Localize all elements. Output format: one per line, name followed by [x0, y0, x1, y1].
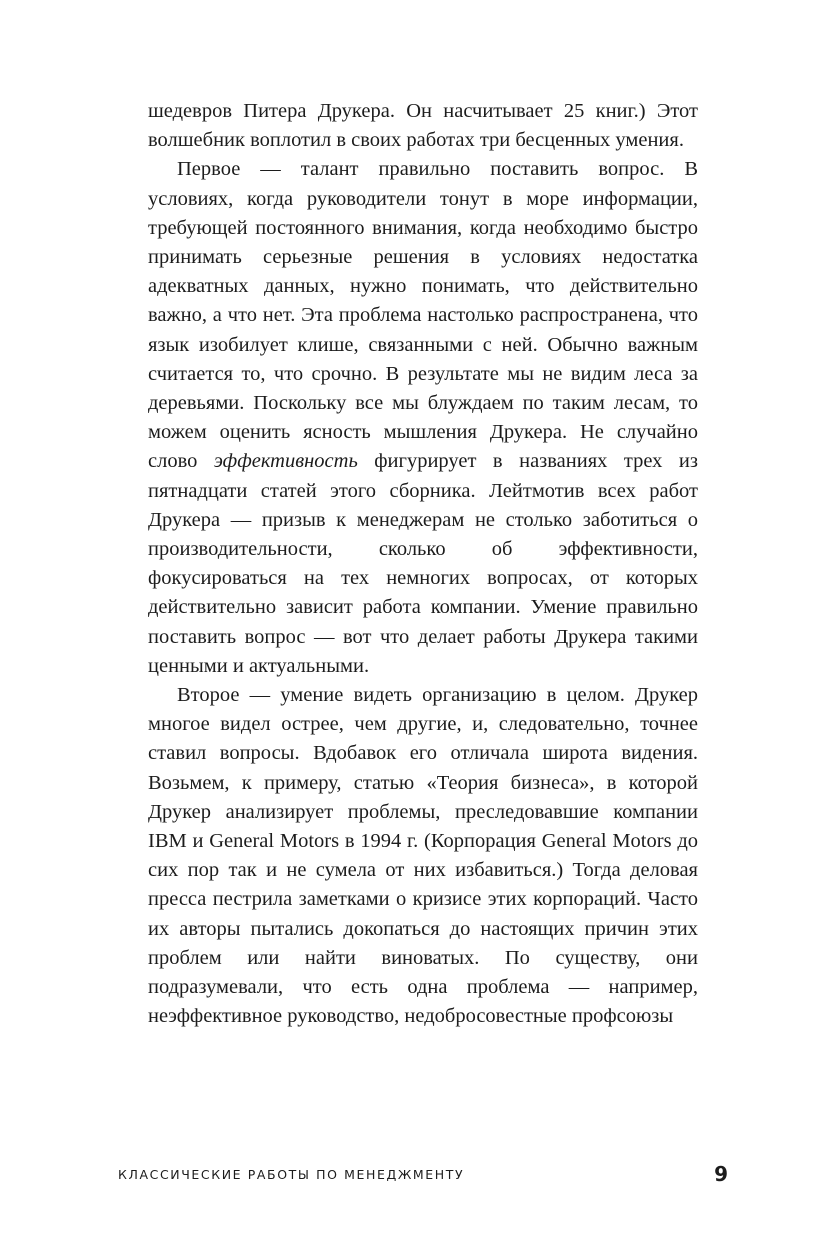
- emphasized-term: эффективность: [213, 450, 358, 473]
- page-number: 9: [714, 1162, 728, 1186]
- paragraph-continued: шедевров Питера Друкера. Он насчитывает 25 книг.) Этот волшебник воплотил в своих работах три бесценных умения.: [148, 100, 698, 152]
- paragraph-first-skill-end: фигурирует в названиях трех из пятнадцати статей этого сборника. Лейтмотив всех работ Друкера — призыв к менеджерам не столько заботиться о производительности, сколько об эффективности, фокусироваться на тех немногих вопросах, от которых действительно зависит работа компании. Умение правильно поставить вопрос — вот что делает работы Друкера такими ценными и актуальными.: [148, 450, 698, 677]
- paragraph-second-skill: Второе — умение видеть организацию в целом. Друкер многое видел острее, чем другие, и, следовательно, точнее ставил вопросы. Вдобавок его отличала широта видения. Возьмем, к примеру, статью «Теория бизнеса», в которой Друкер анализирует проблемы, преследовавшие компании IBM и General Motors в 1994 г. (Корпорация General Motors до сих пор так и не сумела от них избавиться.) Тогда деловая пресса пестрила заметками о кризисе этих корпораций. Часто их авторы пытались докопаться до настоящих причин этих проблем или найти виноватых. По существу, они подразумевали, что есть одна проблема — например, неэффективное руководство, недобросовестные профсоюзы: [148, 684, 698, 1028]
- page-footer: [118, 1160, 728, 1188]
- body-text: [148, 97, 698, 1032]
- running-title: КЛАССИЧЕСКИЕ РАБОТЫ ПО МЕНЕДЖМЕНТУ: [118, 1166, 465, 1182]
- paragraph-first-skill: [148, 155, 698, 681]
- paragraph-first-skill-start: Первое — талант правильно поставить вопрос. В условиях, когда руководители тонут в море информации, требующей постоянного внимания, когда необходимо быстро принимать серьезные решения в условиях недостатка адекватных данных, нужно понимать, что действительно важно, а что нет. Эта проблема настолько распространена, что язык изобилует клише, связанными с ней. Обычно важным считается то, что срочно. В результате мы не видим леса за деревьями. Поскольку все мы блуждаем по таким лесам, то можем оценить ясность мышления Друкера. Не случайно слово: [148, 158, 698, 473]
